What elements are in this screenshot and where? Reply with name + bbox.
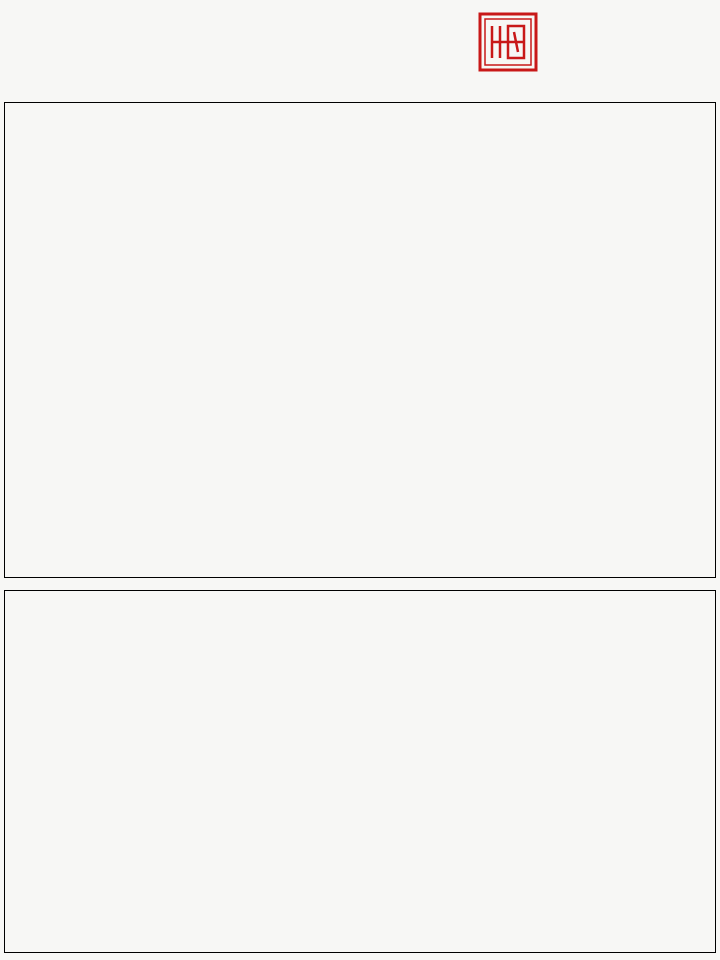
pillars-table — [4, 102, 716, 578]
qr-code-icon — [378, 20, 448, 90]
seal-stamp-icon — [478, 12, 538, 72]
annual-luck-table — [4, 590, 716, 953]
header — [0, 0, 720, 100]
